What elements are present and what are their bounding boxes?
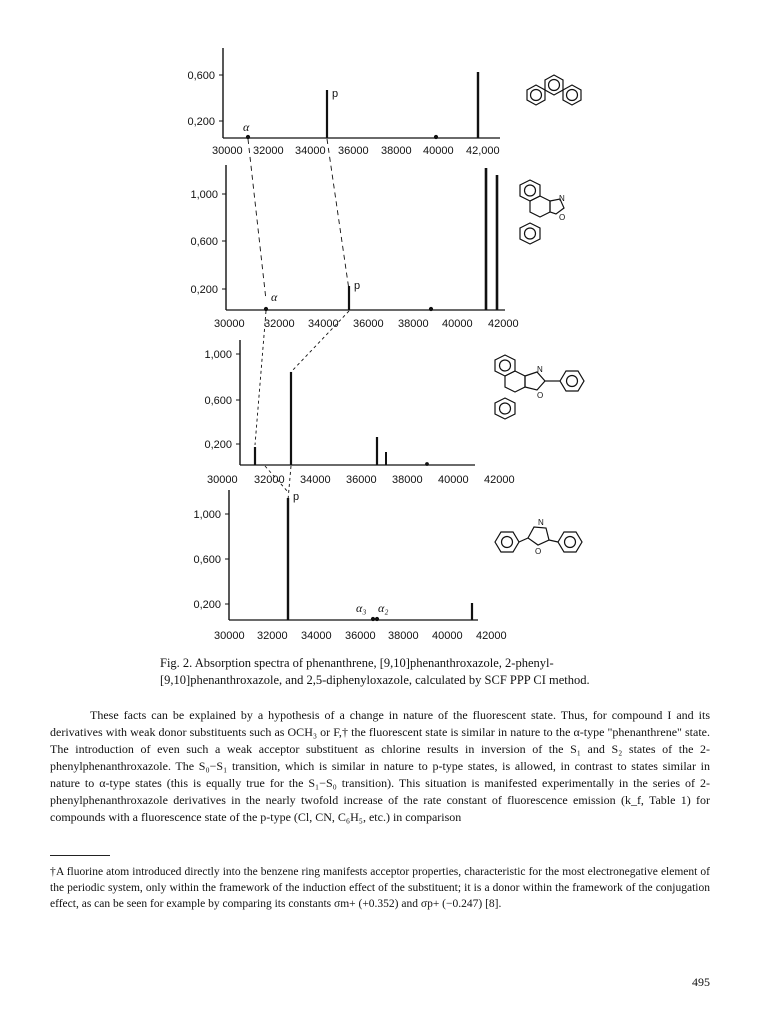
ring-atom-n: N — [537, 365, 543, 374]
x-tick: 38000 — [381, 145, 412, 157]
x-tick: 38000 — [398, 318, 429, 330]
y-tick: 0,200 — [190, 284, 218, 296]
footnote-divider — [50, 855, 110, 856]
panel-diphenyloxazole — [225, 490, 478, 621]
x-tick: 30000 — [214, 318, 245, 330]
x-tick-labels — [207, 474, 515, 486]
y-tick: 1,000 — [193, 509, 221, 521]
x-tick: 38000 — [388, 630, 419, 642]
x-tick: 42000 — [484, 474, 515, 486]
x-tick: 30000 — [214, 630, 245, 642]
x-tick: 30000 — [212, 145, 243, 157]
panel-phenanthroxazole — [222, 165, 505, 311]
ring-atom-n: N — [538, 518, 544, 527]
x-tick: 32000 — [253, 145, 284, 157]
y-tick: 0,600 — [187, 70, 215, 82]
x-tick: 42,000 — [466, 145, 500, 157]
x-tick: 38000 — [392, 474, 423, 486]
x-tick: 34000 — [300, 474, 331, 486]
marker-p: p — [293, 491, 300, 503]
panel-phenanthrene — [219, 48, 500, 139]
phenanthrene-structure-icon — [527, 75, 581, 105]
footnote: †A fluorine atom introduced directly into the benzene ring manifests acceptor properties, characteristic for the most electronegative element of the periodic system, only within the framework of the induction effect of the substituent; it is a donor within the framework of the conjugation effect, as can be seen for example by comparing its constants σm+ (+0.352) and σp+ (−0.247) [8]. — [50, 866, 710, 910]
y-tick: 1,000 — [190, 189, 218, 201]
phenanthroxazole-structure-icon — [520, 180, 564, 244]
x-tick: 34000 — [301, 630, 332, 642]
x-tick: 40000 — [432, 630, 463, 642]
x-tick: 42000 — [476, 630, 507, 642]
correlation-lines — [248, 139, 349, 300]
x-tick: 34000 — [308, 318, 339, 330]
panel-phenylphenanthroxazole — [236, 340, 475, 465]
ring-atom-o: O — [537, 391, 544, 400]
y-tick: 1,000 — [204, 349, 232, 361]
marker-alpha: α — [243, 120, 250, 134]
x-tick: 32000 — [264, 318, 295, 330]
x-tick: 36000 — [346, 474, 377, 486]
x-tick-labels — [214, 318, 519, 330]
y-tick: 0,600 — [193, 554, 221, 566]
x-tick-labels — [212, 145, 500, 157]
ring-atom-n: N — [559, 194, 565, 203]
x-tick: 42000 — [488, 318, 519, 330]
x-tick: 36000 — [353, 318, 384, 330]
ring-atom-o: O — [559, 213, 566, 222]
marker-alpha: α — [271, 290, 278, 304]
marker-alpha2: α₂ — [378, 601, 389, 615]
marker-p: p — [354, 280, 361, 292]
body-paragraph: These facts can be explained by a hypothesis of a change in nature of the fluorescent state. Thus, for compound I and its derivatives with weak donor substituents such as OCH₃ or F,† the fluorescent state is similar in nature to the α-type "phenanthrene" state. The introduction of even such a weak acceptor substituent as chlorine results in inversion of the S₁ and S₂ states of the 2-phenylphenanthroxazole. The S₀−S₁ transition, which is similar in nature to p-type states, is allowed, in contrast to states similar in nature to α-type states (this is equally true for the S₁−S₀ transition). This situation is manifested experimentally in the series of 2-phenylphenanthroxazole derivatives in the nearly twofold increase of the rate constant of fluorescence emission (k_f, Table 1) for compounds with a fluorescence state of the p-type (Cl, CN, C₆H₅, etc.) in comparison — [50, 708, 710, 824]
x-tick: 40000 — [438, 474, 469, 486]
y-tick: 0,200 — [187, 116, 215, 128]
ring-atom-o: O — [535, 547, 542, 556]
x-tick: 30000 — [207, 474, 238, 486]
y-tick: 0,600 — [204, 395, 232, 407]
y-tick: 0,200 — [204, 439, 232, 451]
x-tick-labels — [214, 630, 507, 642]
x-tick: 32000 — [254, 474, 285, 486]
marker-p: p — [332, 88, 339, 100]
figure-caption: Fig. 2. Absorption spectra of phenanthrene, [9,10]phenanthroxazole, 2-phenyl-[9,10]phenanthroxazole, and 2,5-diphenyloxazole, calculated by SCF PPP CI method. — [160, 656, 590, 687]
y-tick: 0,200 — [193, 599, 221, 611]
page-number: 495 — [692, 975, 710, 989]
x-tick: 36000 — [345, 630, 376, 642]
y-tick: 0,600 — [190, 236, 218, 248]
x-tick: 40000 — [423, 145, 454, 157]
marker-alpha3: α₃ — [356, 601, 367, 615]
correlation-lines — [255, 311, 349, 445]
x-tick: 32000 — [257, 630, 288, 642]
x-tick: 36000 — [338, 145, 369, 157]
x-tick: 34000 — [295, 145, 326, 157]
x-tick: 40000 — [442, 318, 473, 330]
